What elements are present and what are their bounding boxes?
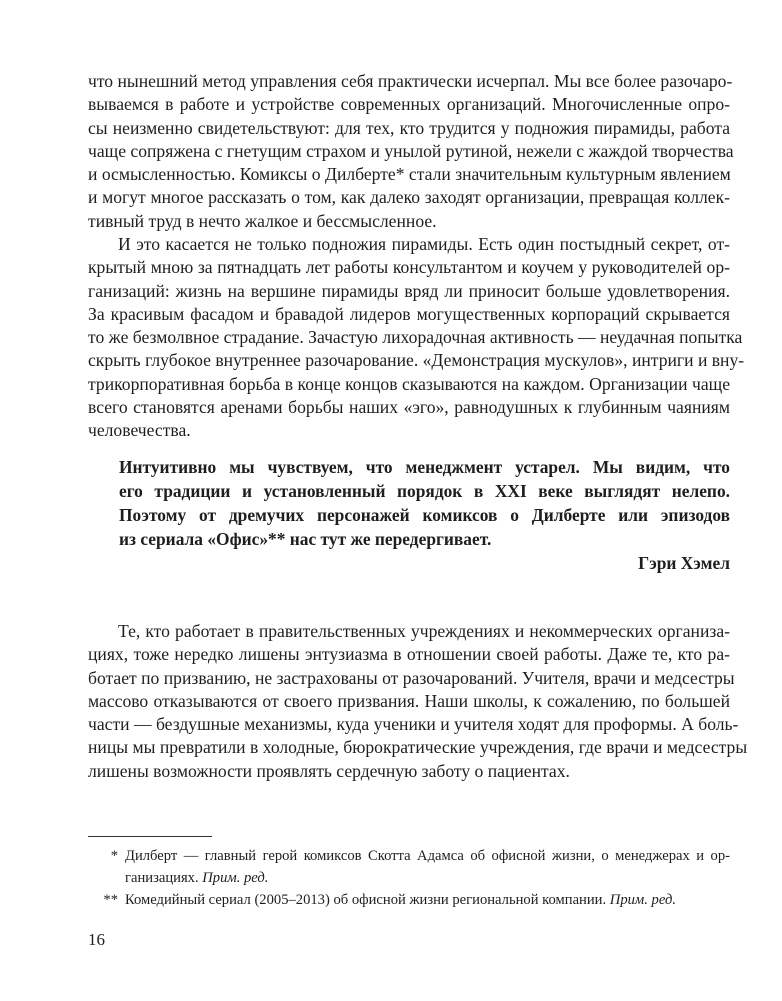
quote-line: Поэтому от дремучих персонажей комиксов о Дилберте или эпизодов: [119, 505, 730, 525]
text-line: ботает по призванию, не застрахованы от разочарований. Учителя, врачи и медсестры: [88, 667, 735, 688]
text-line: вываемся в работе и устройстве современных организаций. Многочисленные опро-: [88, 94, 730, 115]
text-line: и могут многое рассказать о том, как далеко заходят организации, превращая коллек-: [88, 187, 730, 208]
footnote-divider: [88, 836, 212, 837]
text-line: части — бездушные механизмы, куда ученики и учителя ходят для проформы. А боль-: [88, 714, 739, 735]
quote-line: Интуитивно мы чувствуем, что менеджмент устарел. Мы видим, что: [119, 457, 730, 477]
text-line: И это касается не только подножия пирамиды. Есть один постыдный секрет, от-: [118, 234, 730, 254]
editor-note: Прим. ред.: [202, 870, 269, 886]
footnote-line: ганизациях.: [125, 870, 199, 886]
paragraph-3: [88, 620, 748, 783]
quote-line: его традиции и установленный порядок в XXI веке выглядят нелепо.: [119, 481, 730, 501]
text-line: ницы мы превратили в холодные, бюрократические учреждения, где врачи и медсестры: [88, 737, 748, 758]
text-line: то же безмолвное страдание. Зачастую лихорадочная активность — неудачная попытка: [88, 327, 743, 348]
text-line: циях, тоже нередко лишены энтузиазма в отношении своей работы. Даже те, кто ра-: [88, 644, 730, 665]
text-line: сы неизменно свидетельствуют: для тех, кто трудится у подножия пирамиды, работа: [88, 117, 730, 138]
text-line: трикорпоративная борьба в конце концов сказываются на каждом. Организации чаще: [88, 373, 730, 394]
text-line: массово отказываются от своего призвания. Наши школы, к сожалению, по большей: [88, 690, 730, 711]
paragraph-1: [88, 70, 734, 233]
quote-author: Гэри Хэмел: [638, 553, 730, 573]
footnote-mark: **: [103, 892, 118, 908]
editor-note: Прим. ред.: [609, 892, 676, 908]
text-line: чаще сопряжена с гнетущим страхом и унылой рутиной, нежели с жаждой творчества: [88, 140, 734, 161]
page-number: 16: [88, 930, 105, 949]
footnote-2: [88, 889, 730, 911]
footnote-1: [88, 845, 730, 889]
footnote-line: Дилберт — главный герой комиксов Скотта Адамса об офисной жизни, о менеджерах и ор-: [125, 848, 730, 864]
text-line: Те, кто работает в правительственных учреждениях и некоммерческих организа-: [118, 621, 730, 641]
text-line: скрыть глубокое внутреннее разочарование. «Демонстрация мускулов», интриги и вну-: [88, 350, 745, 371]
text-line: крытый мною за пятнадцать лет работы консультантом и коучем у руководителей ор-: [88, 257, 730, 278]
text-line: и осмысленностью. Комиксы о Дилберте* стали значительным культурным явлением: [88, 164, 731, 185]
text-line: человечества.: [88, 420, 191, 441]
footnote-line: Комедийный сериал (2005–2013) об офисной жизни региональной компании.: [125, 892, 607, 908]
epigraph-quote: [119, 455, 730, 575]
text-line: всего становятся аренами борьбы наших «эго», равнодушных к глубинным чаяниям: [88, 397, 730, 418]
text-line: лишены возможности проявлять сердечную заботу о пациентах.: [88, 760, 570, 781]
paragraph-2: [88, 233, 745, 443]
text-line: За красивым фасадом и бравадой лидеров могущественных корпораций скрывается: [88, 303, 730, 324]
quote-line: из сериала «Офис»** нас тут же передергивает.: [119, 529, 492, 549]
text-line: ганизаций: жизнь на вершине пирамиды вряд ли приносит больше удовлетворения.: [88, 280, 730, 301]
text-line: что нынешний метод управления себя практически исчерпал. Мы все более разочаро-: [88, 71, 733, 91]
text-line: тивный труд в нечто жалкое и бессмысленное.: [88, 210, 437, 231]
footnote-mark: *: [110, 848, 118, 864]
